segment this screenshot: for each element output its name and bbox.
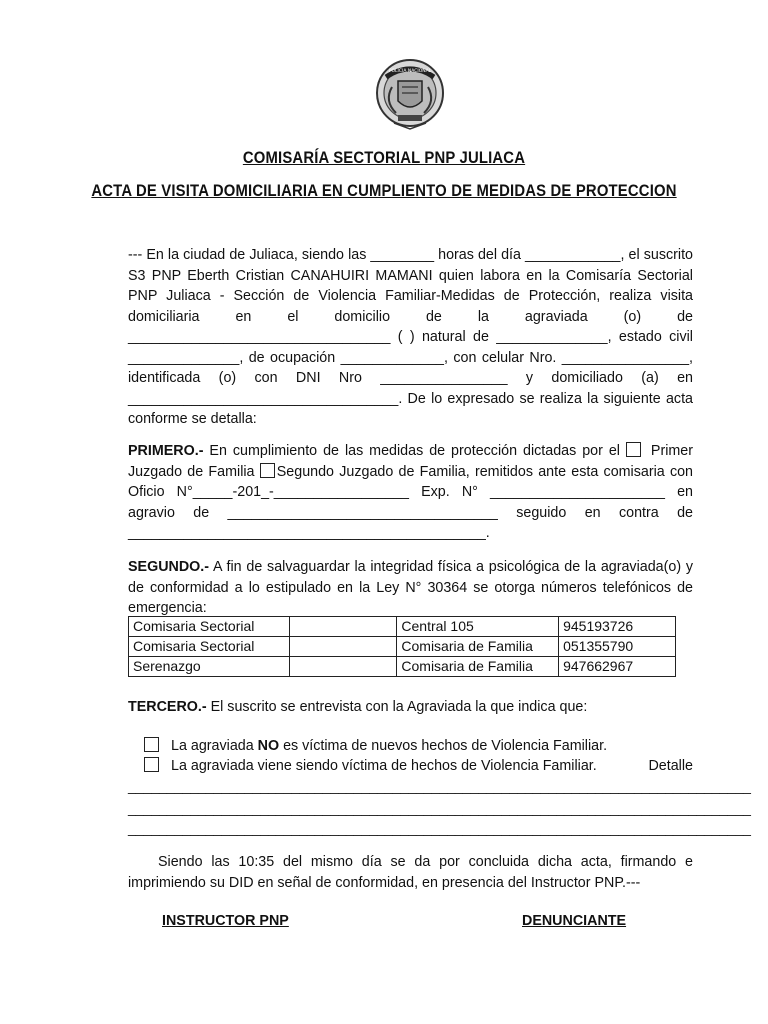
intro-text: --- En la ciudad de Juliaca, siendo las ________ horas del día ____________, el suscrito S3 PNP Eberth Cristian CANAHUIRI MAMANI quien labora en la Comisaría Sectorial PNP Juliaca - Sección de Violencia Familiar-Medidas de Protección, realiza visita domiciliaria en el domicilio de la agraviada (o) de _________________________________ ( ) natural de ______________, estado civil ______________, de ocupación _____________, con celular Nro. ________________, identificada (o) con DNI Nro ________________ y domiciliado (a) en __________________________________. De lo expresado se realiza la siguiente acta conforme se detalla: — [128, 247, 693, 427]
table-cell: Comisaria de Familia — [397, 657, 559, 677]
detail-line: ________________________________________________________________________________ — [128, 820, 751, 836]
signature-instructor: INSTRUCTOR PNP — [162, 913, 289, 929]
option-primer-juzgado: Primer Juzgado de Familia — [128, 443, 693, 480]
closing-text: Siendo las 10:35 del mismo día se da por concluida dicha acta, firmando e imprimiendo su DID en señal de conformidad, en presencia del Instructor PNP.--- — [128, 854, 693, 891]
office-title: COMISARÍA SECTORIAL PNP JULIACA — [242, 149, 526, 167]
table-cell — [289, 657, 397, 677]
primero-text: En cumplimiento de las medidas de protección dictadas por el — [203, 443, 626, 459]
table-cell: Comisaria de Familia — [397, 637, 559, 657]
signature-denunciante: DENUNCIANTE — [522, 913, 627, 929]
table-row — [129, 637, 676, 657]
table-row — [129, 657, 676, 677]
table-cell: Serenazgo — [129, 657, 290, 677]
table-row — [129, 617, 676, 637]
checkbox-no-victim[interactable] — [144, 737, 159, 752]
checkbox-victim[interactable] — [144, 757, 159, 772]
segundo-label: SEGUNDO.- — [128, 559, 210, 575]
table-cell: Comisaria Sectorial — [129, 617, 290, 637]
tercero-text: El suscrito se entrevista con la Agraviada la que indica que: — [206, 699, 588, 715]
table-cell — [289, 617, 397, 637]
svg-text:POLICIA NACIONAL: POLICIA NACIONAL — [388, 69, 432, 74]
table-cell: 945193726 — [559, 617, 676, 637]
intro-paragraph — [128, 245, 693, 430]
checkbox-segundo-juzgado[interactable] — [260, 463, 275, 478]
option-no-victim — [144, 736, 607, 756]
emergency-phones-table — [128, 616, 676, 677]
checkbox-primer-juzgado[interactable] — [626, 442, 641, 457]
table-cell: Comisaria Sectorial — [129, 637, 290, 657]
table-cell — [289, 637, 397, 657]
option-text: es víctima de nuevos hechos de Violencia Familiar. — [279, 738, 608, 754]
table-cell: 947662967 — [559, 657, 676, 677]
table-cell: Central 105 — [397, 617, 559, 637]
segundo-text: A fin de salvaguardar la integridad física a psicológica de la agraviada(o) y de conformidad a lo estipulado en la Ley N° 30364 se otorga números telefónicos de emergencia: — [128, 559, 693, 616]
option-text-bold: NO — [257, 738, 280, 754]
closing-paragraph — [128, 852, 693, 893]
detail-line: ________________________________________________________________________________ — [128, 800, 751, 816]
police-shield-emblem — [374, 57, 446, 133]
primero-label: PRIMERO.- — [128, 443, 204, 459]
primero-section — [128, 441, 693, 544]
option-victim — [144, 756, 693, 776]
document-title: ACTA DE VISITA DOMICILIARIA EN CUMPLIENTO DE MEDIDAS DE PROTECCION — [91, 182, 677, 200]
option-text: La agraviada — [171, 738, 258, 754]
option-segundo-juzgado: Segundo Juzgado de Familia, remitidos ante esta comisaria con Oficio N°_____-201_-_________________ Exp. N° ______________________ en agravio de __________________________________ seguido en contra de _____________________________________________. — [128, 463, 694, 541]
detail-line: ________________________________________________________________________________ — [128, 778, 751, 794]
tercero-label: TERCERO.- — [128, 699, 207, 715]
option-text: La agraviada viene siendo víctima de hechos de Violencia Familiar. — [171, 758, 597, 774]
detail-label: Detalle — [648, 758, 693, 774]
segundo-section — [128, 557, 693, 619]
table-cell: 051355790 — [559, 637, 676, 657]
tercero-section — [128, 697, 693, 718]
